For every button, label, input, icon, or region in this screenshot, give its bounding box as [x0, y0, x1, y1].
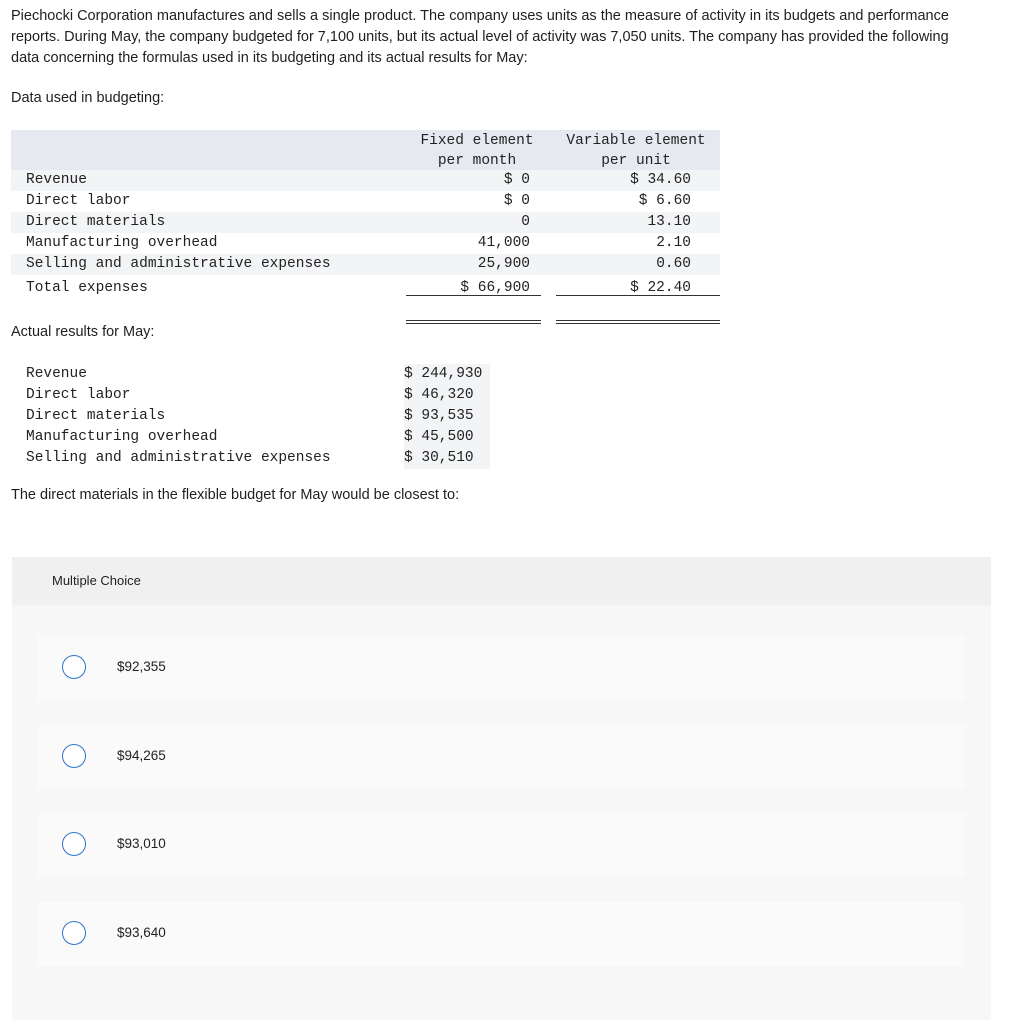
- fixed-column-header: [412, 131, 542, 171]
- multiple-choice-header: [12, 557, 991, 605]
- actual-section-label: Actual results for May:: [11, 324, 155, 340]
- variable-column-header: [556, 131, 716, 171]
- total-double-rule: [406, 320, 541, 324]
- budget-total-row: [11, 275, 720, 301]
- total-fixed: $ 66,900: [460, 280, 530, 296]
- row-label: Direct labor: [26, 193, 131, 209]
- answer-option-b[interactable]: [37, 725, 964, 789]
- budget-row: [11, 191, 720, 212]
- budget-row: [11, 233, 720, 254]
- answer-label: $92,355: [117, 659, 166, 674]
- answer-label: $93,010: [117, 836, 166, 851]
- actual-row: [11, 448, 501, 469]
- answer-label: $93,640: [117, 925, 166, 940]
- row-variable: $ 6.60: [638, 193, 691, 209]
- row-value: $ 30,510: [404, 448, 490, 469]
- actual-results-table: [11, 364, 501, 469]
- row-label: Revenue: [26, 172, 87, 188]
- row-variable: 13.10: [647, 214, 691, 230]
- row-label: Manufacturing overhead: [26, 429, 218, 445]
- radio-button[interactable]: [62, 921, 86, 945]
- row-label: Direct materials: [26, 408, 166, 424]
- fixed-header-line2: per month: [437, 153, 517, 169]
- budget-row: [11, 170, 720, 191]
- radio-button[interactable]: [62, 744, 86, 768]
- radio-button[interactable]: [62, 832, 86, 856]
- multiple-choice-title: Multiple Choice: [52, 573, 141, 588]
- row-value: $ 93,535: [404, 406, 490, 427]
- subtotal-rule: [556, 295, 720, 296]
- row-fixed: 25,900: [477, 256, 530, 272]
- variable-header-line2: per unit: [601, 153, 671, 169]
- budget-table-header: [11, 130, 720, 172]
- answer-option-a[interactable]: [37, 636, 964, 700]
- row-label: Direct labor: [26, 387, 131, 403]
- answer-option-c[interactable]: [37, 813, 964, 877]
- row-fixed: $ 0: [503, 193, 530, 209]
- budget-section-label: Data used in budgeting:: [11, 90, 165, 106]
- budget-table: [11, 130, 720, 301]
- budget-row: [11, 254, 720, 275]
- subtotal-rule: [406, 295, 541, 296]
- row-value: $ 45,500: [404, 427, 490, 448]
- total-variable: $ 22.40: [630, 280, 691, 296]
- row-variable: 2.10: [656, 235, 691, 251]
- row-fixed: 41,000: [477, 235, 530, 251]
- actual-row: [11, 427, 501, 448]
- problem-intro: Piechocki Corporation manufactures and sells a single product. The company uses units as the measure of activity in its budgets and performance reports. During May, the company budgeted for 7,100 units, but its actual level of activity was 7,050 units. The company has provided the following data concerning the formulas used in its budgeting and its actual results for May:: [11, 8, 949, 66]
- row-variable: $ 34.60: [630, 172, 691, 188]
- row-label: Direct materials: [26, 214, 166, 230]
- actual-row: [11, 406, 501, 427]
- row-variable: 0.60: [656, 256, 691, 272]
- actual-row: [11, 385, 501, 406]
- total-label: Total expenses: [26, 280, 148, 296]
- total-double-rule: [556, 320, 720, 324]
- question-text: The direct materials in the flexible budget for May would be closest to:: [11, 487, 460, 503]
- budget-row: [11, 212, 720, 233]
- row-label: Revenue: [26, 366, 87, 382]
- multiple-choice-panel: [12, 557, 991, 1020]
- row-label: Selling and administrative expenses: [26, 450, 331, 466]
- answer-label: $94,265: [117, 748, 166, 763]
- fixed-header-line1: Fixed element: [420, 133, 534, 149]
- answer-option-d[interactable]: [37, 902, 964, 966]
- row-label: Selling and administrative expenses: [26, 256, 331, 272]
- variable-header-line1: Variable element: [566, 133, 706, 149]
- row-label: Manufacturing overhead: [26, 235, 218, 251]
- row-value: $ 46,320: [404, 385, 490, 406]
- row-fixed: $ 0: [503, 172, 530, 188]
- row-fixed: 0: [521, 214, 530, 230]
- actual-row: [11, 364, 501, 385]
- radio-button[interactable]: [62, 655, 86, 679]
- row-value: $ 244,930: [404, 364, 490, 385]
